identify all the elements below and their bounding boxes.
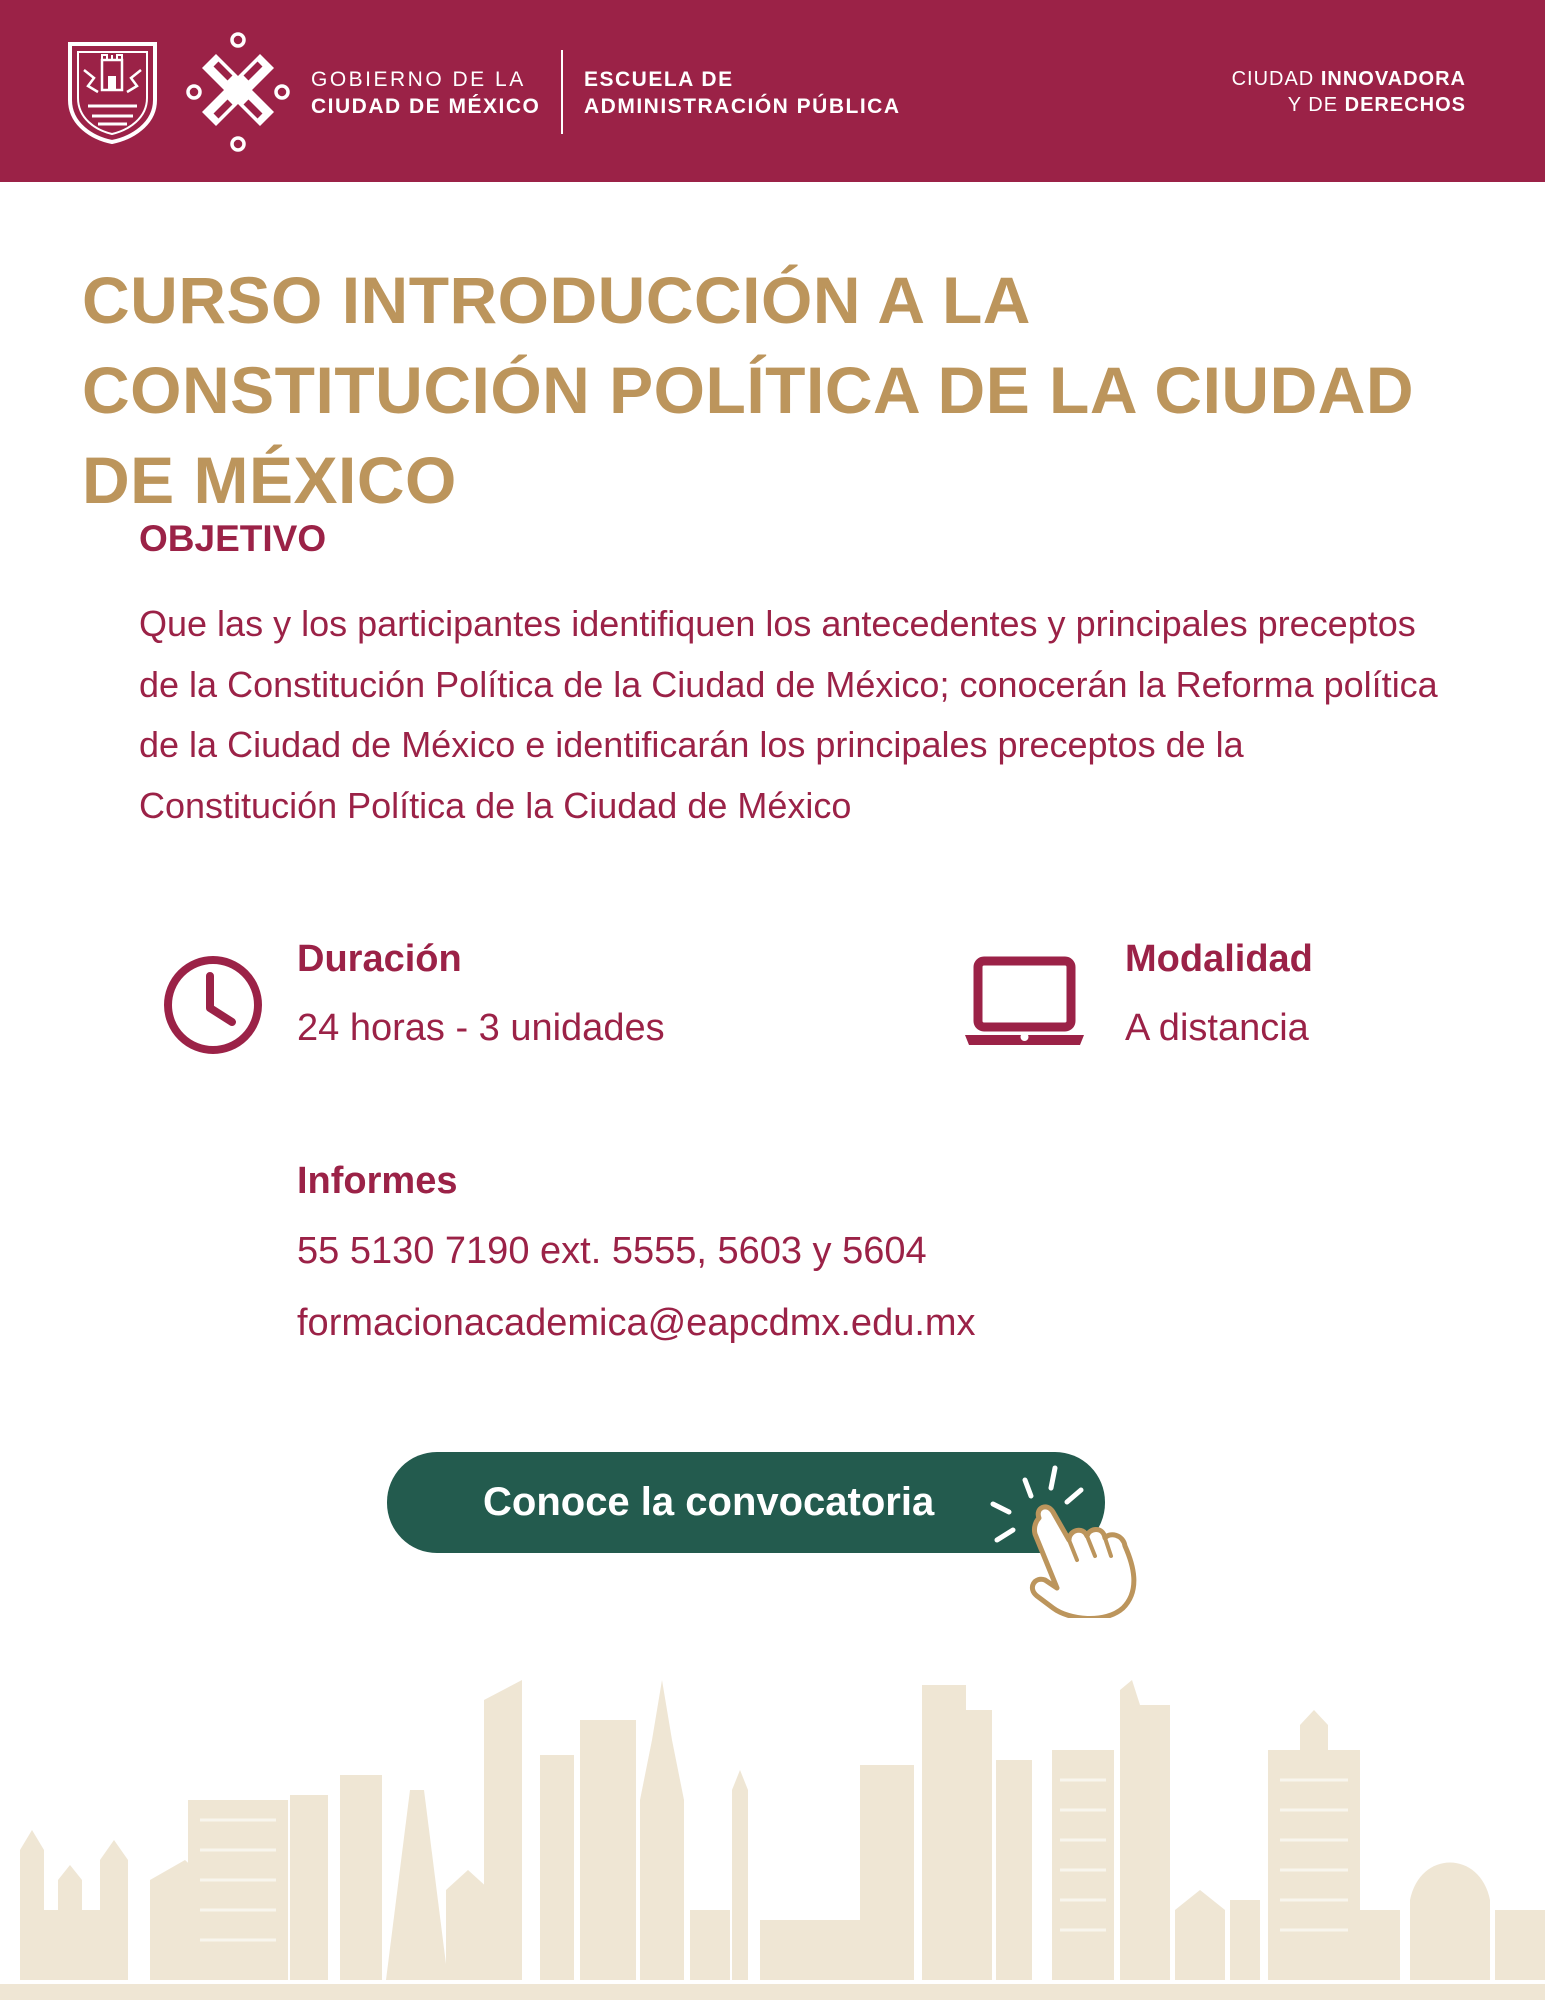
objective-label: OBJETIVO — [139, 518, 327, 559]
school-name-line2: ADMINISTRACIÓN PÚBLICA — [584, 95, 901, 118]
cdmx-shield-icon — [66, 40, 159, 144]
header-banner — [0, 0, 1545, 182]
course-title — [82, 255, 1482, 525]
cdmx-government-logo-icon — [186, 32, 290, 152]
pointing-hand-click-icon — [985, 1460, 1165, 1618]
modality-value: A distancia — [1125, 1007, 1309, 1049]
duration-value: 24 horas - 3 unidades — [297, 1007, 665, 1049]
government-name-line1: GOBIERNO DE LA — [311, 68, 526, 91]
duration-label: Duración — [297, 938, 462, 980]
header-motto — [1232, 66, 1466, 118]
school-name — [584, 66, 901, 120]
course-title-rest: INTRODUCCIÓN A LA CONSTITUCIÓN POLÍTICA DE LA CIUDAD DE MÉXICO — [82, 263, 1415, 517]
motto-line1-bold: INNOVADORA — [1320, 68, 1466, 90]
motto-line2-bold: DERECHOS — [1344, 94, 1466, 116]
motto-line2-light: Y DE — [1287, 94, 1345, 116]
objective-text: Que las y los participantes identifiquen los antecedentes y principales preceptos de la Constitución Política de la Ciudad de México; conocerán la Reforma política de la Ciudad de México e identificarán los principales preceptos de la Constitución Política de la Ciudad de México — [139, 603, 1438, 826]
government-name-line2: CIUDAD DE MÉXICO — [311, 95, 541, 118]
government-name — [311, 66, 540, 120]
course-title-lead: CURSO — [82, 263, 323, 337]
modality-label: Modalidad — [1125, 938, 1313, 980]
city-skyline-illustration — [0, 1680, 1545, 2000]
info-email[interactable]: formacionacademica@eapcdmx.edu.mx — [297, 1302, 976, 1344]
header-divider — [561, 50, 563, 134]
convocatoria-button[interactable]: Conoce la convocatoria — [387, 1452, 1105, 1553]
clock-icon — [162, 954, 264, 1056]
school-name-line1: ESCUELA DE — [584, 68, 734, 91]
info-phone: 55 5130 7190 ext. 5555, 5603 y 5604 — [297, 1230, 927, 1272]
laptop-icon — [963, 955, 1086, 1051]
motto-line1-light: CIUDAD — [1231, 68, 1321, 90]
info-label: Informes — [297, 1160, 458, 1202]
